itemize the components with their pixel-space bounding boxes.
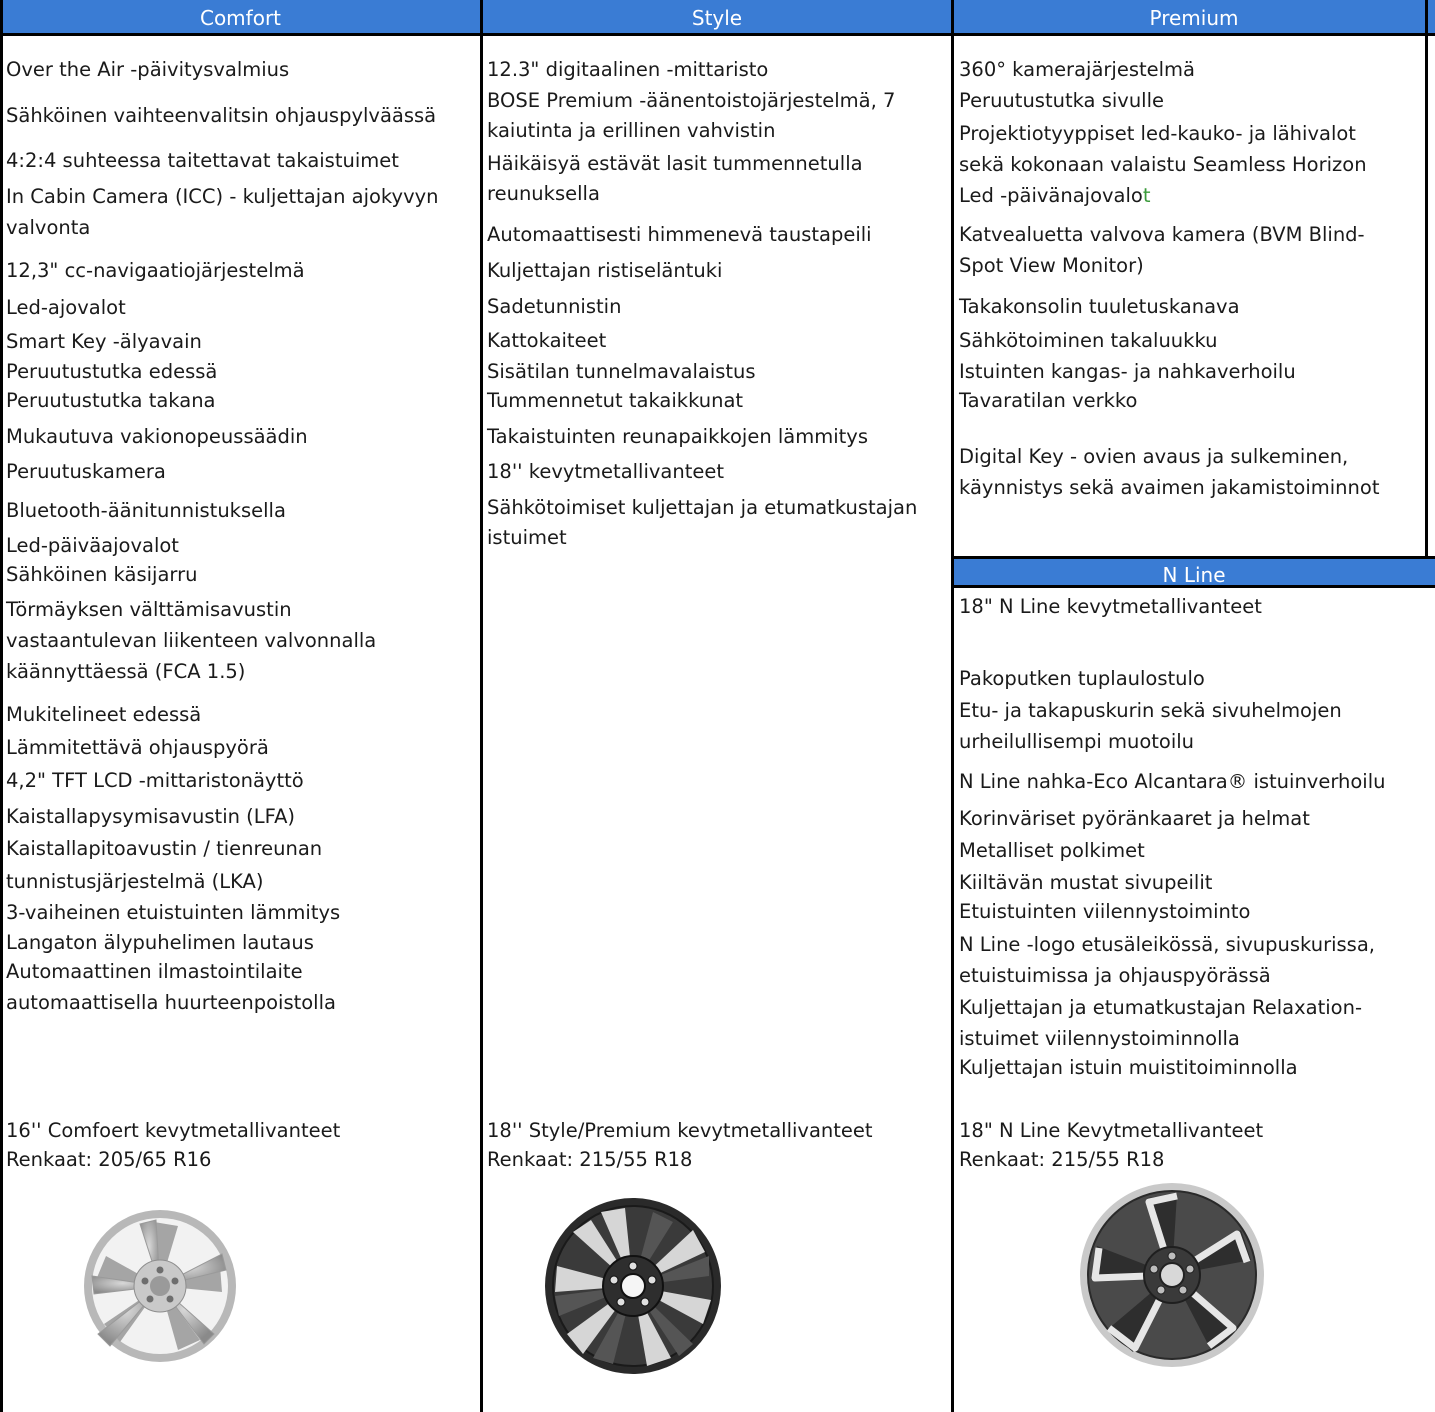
comfort-item: 4,2" TFT LCD -mittaristonäyttö: [6, 769, 304, 792]
comfort-item: Peruutustutka takana: [6, 389, 216, 412]
comfort-item: Mukitelineet edessä: [6, 703, 202, 726]
comfort-item: Sähköinen käsijarru: [6, 563, 198, 586]
comfort-wheel-title: 16'' Comfoert kevytmetallivanteet: [6, 1119, 341, 1142]
comfort-item: automaattisella huurteenpoistolla: [6, 991, 336, 1014]
nline-tyres: Renkaat: 215/55 R18: [959, 1148, 1165, 1171]
comfort-item: Lämmitettävä ohjauspyörä: [6, 736, 269, 759]
comfort-item: käännyttäessä (FCA 1.5): [6, 660, 246, 683]
premium-item: Projektiotyyppiset led-kauko- ja lähivalot: [959, 122, 1356, 145]
style-item: Tummennetut takaikkunat: [487, 389, 744, 412]
style-item: kaiutinta ja erillinen vahvistin: [487, 119, 776, 142]
style-item: Kattokaiteet: [487, 329, 607, 352]
style-header: Style: [481, 0, 953, 36]
border-divider-1: [480, 0, 483, 1412]
comfort-item: 12,3" cc-navigaatiojärjestelmä: [6, 259, 305, 282]
style-item: BOSE Premium -äänentoistojärjestelmä, 7: [487, 89, 896, 112]
nline-item: etuistuimissa ja ohjauspyörässä: [959, 964, 1271, 987]
premium-item: Katvealuetta valvova kamera (BVM Blind-: [959, 223, 1365, 246]
nline-item: urheilullisempi muotoilu: [959, 730, 1195, 753]
style-item: Sisätilan tunnelmavalaistus: [487, 360, 756, 383]
comfort-item: Led-päiväajovalot: [6, 534, 179, 557]
premium-item: sekä kokonaan valaistu Seamless Horizon: [959, 153, 1367, 176]
comfort-item: Led-ajovalot: [6, 296, 126, 319]
premium-led-text: Led -päivänajovalo: [959, 184, 1143, 207]
nline-item: Etuistuinten viilennystoiminto: [959, 900, 1251, 923]
comfort-item: Mukautuva vakionopeussäädin: [6, 425, 308, 448]
comfort-item: Törmäyksen välttämisavustin: [6, 598, 292, 621]
style-item: Kuljettajan ristiseläntuki: [487, 259, 723, 282]
comfort-item: Kaistallapitoavustin / tienreunan: [6, 837, 323, 860]
alloy-wheel-silver-icon: [80, 1206, 240, 1366]
premium-led-tail: t: [1142, 184, 1151, 207]
style-item: Takaistuinten reunapaikkojen lämmitys: [487, 425, 869, 448]
nline-item: N Line nahka-Eco Alcantara® istuinverhoilu: [959, 770, 1386, 793]
comfort-tyres: Renkaat: 205/65 R16: [6, 1148, 212, 1171]
premium-item-led: [959, 180, 1429, 211]
comfort-item: Over the Air -päivitysvalmius: [6, 58, 290, 81]
premium-item: Peruutustutka sivulle: [959, 89, 1165, 112]
comfort-item: Langaton älypuhelimen lautaus: [6, 931, 314, 954]
nline-item: Kiiltävän mustat sivupeilit: [959, 871, 1213, 894]
style-item: 12.3" digitaalinen -mittaristo: [487, 58, 769, 81]
style-item: Automaattisesti himmenevä taustapeili: [487, 223, 872, 246]
nline-item: Metalliset polkimet: [959, 839, 1145, 862]
premium-item: Spot View Monitor): [959, 254, 1144, 277]
premium-item: Tavaratilan verkko: [959, 389, 1138, 412]
premium-item: Sähkötoiminen takaluukku: [959, 329, 1218, 352]
premium-item: Takakonsolin tuuletuskanava: [959, 295, 1240, 318]
style-item: reunuksella: [487, 182, 600, 205]
comfort-item: 4:2:4 suhteessa taitettavat takaistuimet: [6, 149, 399, 172]
comfort-item: tunnistusjärjestelmä (LKA): [6, 870, 264, 893]
style-wheel-title: 18'' Style/Premium kevytmetallivanteet: [487, 1119, 873, 1142]
comfort-item: valvonta: [6, 216, 91, 239]
comfort-item: Peruutuskamera: [6, 460, 166, 483]
border-right-premium: [1425, 0, 1428, 558]
premium-header: Premium: [953, 0, 1435, 36]
comfort-item: vastaantulevan liikenteen valvonnalla: [6, 629, 377, 652]
style-tyres: Renkaat: 215/55 R18: [487, 1148, 693, 1171]
nline-item: Etu- ja takapuskurin sekä sivuhelmojen: [959, 699, 1342, 722]
border-divider-2: [951, 0, 954, 1412]
style-column: [481, 0, 953, 1412]
comfort-item: Automaattinen ilmastointilaite: [6, 960, 303, 983]
style-item: 18'' kevytmetallivanteet: [487, 460, 725, 483]
nline-header: N Line: [953, 556, 1435, 588]
comfort-column: [0, 0, 481, 1412]
premium-column: [953, 0, 1435, 1412]
style-item: Sadetunnistin: [487, 295, 622, 318]
nline-item: istuimet viilennystoiminnolla: [959, 1027, 1240, 1050]
nline-wheel-title: 18" N Line Kevytmetallivanteet: [959, 1119, 1264, 1142]
nline-item: Pakoputken tuplaulostulo: [959, 667, 1205, 690]
style-item: istuimet: [487, 526, 567, 549]
nline-item: Kuljettajan istuin muistitoiminnolla: [959, 1056, 1298, 1079]
nline-item: N Line -logo etusäleikössä, sivupuskurissa,: [959, 933, 1375, 956]
style-item: Häikäisyä estävät lasit tummennetulla: [487, 152, 863, 175]
comfort-item: Peruutustutka edessä: [6, 360, 218, 383]
alloy-wheel-nline-icon: [1077, 1180, 1267, 1370]
style-item: Sähkötoimiset kuljettajan ja etumatkustajan: [487, 496, 918, 519]
comfort-item: Bluetooth-äänitunnistuksella: [6, 499, 286, 522]
nline-item: Korinväriset pyöränkaaret ja helmat: [959, 807, 1310, 830]
alloy-wheel-bicolor-icon: [543, 1196, 723, 1376]
premium-item: Digital Key - ovien avaus ja sulkeminen,: [959, 445, 1349, 468]
nline-item: 18" N Line kevytmetallivanteet: [959, 595, 1262, 618]
comfort-item: Kaistallapysymisavustin (LFA): [6, 805, 296, 828]
border-left: [0, 0, 3, 1412]
premium-item: Istuinten kangas- ja nahkaverhoilu: [959, 360, 1296, 383]
nline-item: Kuljettajan ja etumatkustajan Relaxation-: [959, 996, 1362, 1019]
premium-item: 360° kamerajärjestelmä: [959, 58, 1195, 81]
comfort-item: 3-vaiheinen etuistuinten lämmitys: [6, 901, 341, 924]
comfort-header: Comfort: [0, 0, 481, 36]
comfort-item: Sähköinen vaihteenvalitsin ohjauspylväässä: [6, 104, 437, 127]
comfort-item: In Cabin Camera (ICC) - kuljettajan ajokyvyn: [6, 185, 439, 208]
premium-item: käynnistys sekä avaimen jakamistoiminnot: [959, 476, 1380, 499]
comfort-item: Smart Key -älyavain: [6, 330, 202, 353]
